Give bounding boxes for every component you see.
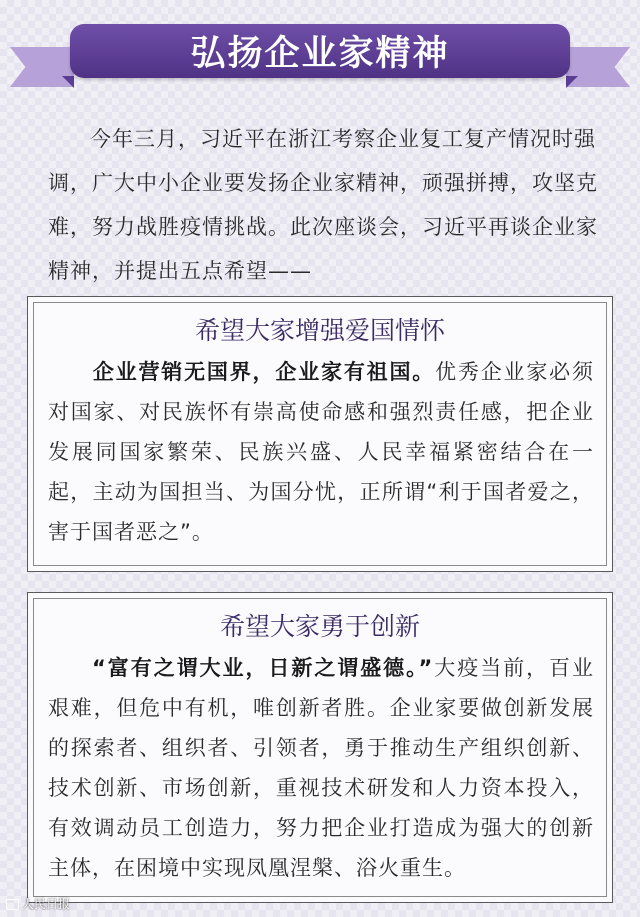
section-body bbox=[28, 644, 612, 888]
section-lead: “富有之谓大业，日新之谓盛德。” bbox=[92, 656, 434, 680]
section-body bbox=[28, 348, 612, 552]
section-heading: 希望大家勇于创新 bbox=[219, 612, 420, 641]
ribbon-tail-left bbox=[10, 47, 74, 87]
title-banner bbox=[70, 24, 570, 78]
section-text: 优秀企业家必须对国家、对民族怀有崇高使命感和强烈责任感，把企业发展同国家繁荣、民族兴盛、人民幸福紧密结合在一起，主动为国担当、为国分忧，正所谓“利于国者爱之，害于国者恶之”。 bbox=[48, 360, 595, 544]
section-box-innovation bbox=[27, 592, 613, 903]
intro-paragraph bbox=[48, 117, 608, 293]
camera-icon bbox=[6, 899, 19, 910]
section-text: 大疫当前，百业艰难，但危中有机，唯创新者胜。企业家要做创新发展的探索者、组织者、引领者，勇于推动生产组织创新、技术创新、市场创新，重视技术研发和人力资本投入，有效调动员工创造力，努力把企业打造成为强大的创新主体，在困境中实现凤凰涅槃、浴火重生。 bbox=[48, 656, 595, 880]
watermark bbox=[6, 895, 70, 912]
page-title: 弘扬企业家精神 bbox=[190, 34, 450, 74]
intro-text: 今年三月，习近平在浙江考察企业复工复产情况时强调，广大中小企业要发扬企业家精神，顽强拼搏，攻坚克难，努力战胜疫情挑战。此次座谈会，习近平再谈企业家精神，并提出五点希望—— bbox=[48, 127, 598, 283]
watermark-text: 人民日报 bbox=[22, 897, 71, 911]
section-box-patriotism bbox=[27, 296, 613, 572]
section-heading: 希望大家增强爱国情怀 bbox=[194, 316, 445, 345]
section-lead: 企业营销无国界，企业家有祖国。 bbox=[92, 360, 436, 384]
ribbon-tail-right bbox=[566, 47, 630, 87]
